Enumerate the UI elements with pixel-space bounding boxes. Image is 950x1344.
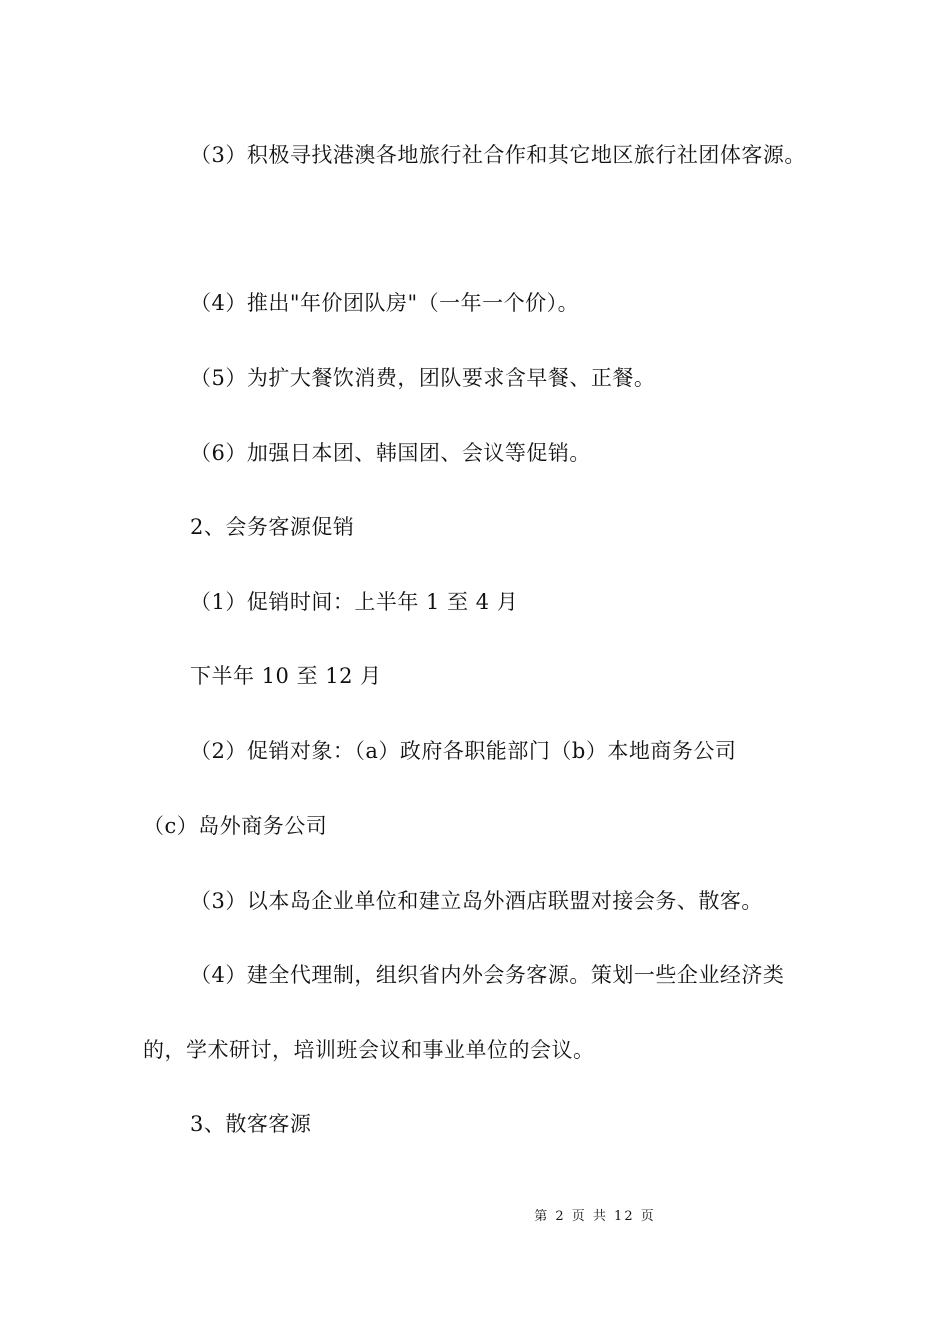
section-heading: 2、会务客源促销 <box>190 515 355 539</box>
paragraph-line: （4）推出"年价团队房"（一年一个价）。 <box>190 291 580 315</box>
paragraph-line: 下半年 10 至 12 月 <box>190 664 382 688</box>
paragraph-line: （4）建全代理制，组织省内外会务客源。策划一些企业经济类 <box>190 963 785 987</box>
paragraph-line: （2）促销对象：（a）政府各职能部门（b）本地商务公司 <box>190 739 737 763</box>
paragraph-line: （1）促销时间：上半年 1 至 4 月 <box>190 590 519 614</box>
page-number-footer: 第 2 页 共 12 页 <box>534 1209 656 1224</box>
section-heading: 3、散客客源 <box>190 1112 312 1136</box>
paragraph-line: （6）加强日本团、韩国团、会议等促销。 <box>190 441 591 465</box>
paragraph-line: （3）积极寻找港澳各地旅行社合作和其它地区旅行社团体客源。 <box>190 143 806 167</box>
paragraph-line: （c）岛外商务公司 <box>143 814 328 838</box>
paragraph-line: （5）为扩大餐饮消费，团队要求含早餐、正餐。 <box>190 366 656 390</box>
paragraph-line: 的，学术研讨，培训班会议和事业单位的会议。 <box>143 1038 595 1062</box>
paragraph-line: （3）以本岛企业单位和建立岛外酒店联盟对接会务、散客。 <box>190 889 763 913</box>
